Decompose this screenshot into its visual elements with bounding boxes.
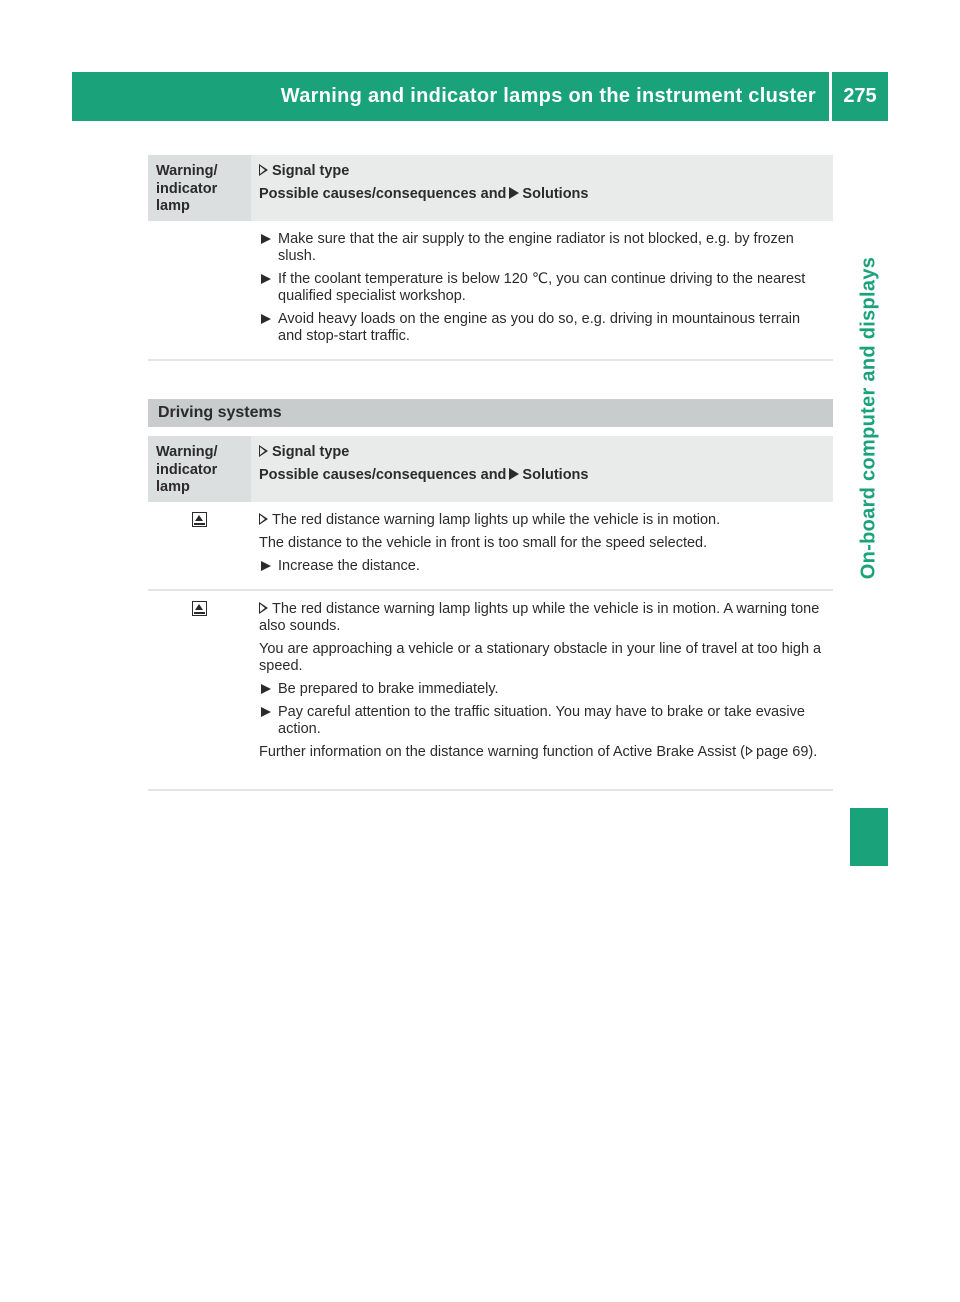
signal-type-heading [259, 444, 825, 461]
solutions-arrow-icon [509, 468, 519, 480]
signal-description: The red distance warning lamp lights up while the vehicle is in motion. [259, 512, 825, 529]
causes-label: Possible causes/consequences and [259, 467, 507, 483]
section-heading: Driving systems [148, 399, 833, 427]
row-text [251, 221, 833, 359]
signal-type-icon [259, 602, 268, 614]
causes-label: Possible causes/consequences and [259, 186, 507, 202]
signal-type-label: Signal type [272, 163, 350, 179]
signal-column-header [251, 155, 833, 221]
lamp-cell [148, 221, 251, 359]
signal-column-header [251, 436, 833, 502]
distance-warning-lamp-icon [192, 512, 207, 527]
step-item: Pay careful attention to the traffic situation. You may have to brake or take evasive action. [259, 704, 825, 738]
lamp-column-header: Warning/ indicator lamp [148, 436, 251, 502]
step-arrow-icon [261, 274, 271, 284]
table-row [148, 591, 833, 791]
signal-type-label: Signal type [272, 444, 350, 460]
solutions-label: Solutions [522, 467, 589, 483]
step-arrow-icon [261, 684, 271, 694]
step-arrow-icon [261, 234, 271, 244]
table-header [148, 155, 833, 221]
signal-type-icon [259, 164, 268, 176]
step-item: Avoid heavy loads on the engine as you do so, e.g. driving in mountainous terrain and stop-start traffic. [259, 311, 825, 345]
causes-heading [259, 467, 825, 484]
row-text [251, 502, 833, 589]
step-arrow-icon [261, 707, 271, 717]
lamp-cell [148, 502, 251, 589]
solutions-arrow-icon [509, 187, 519, 199]
cause-description: The distance to the vehicle in front is too small for the speed selected. [259, 535, 708, 551]
step-item: Make sure that the air supply to the engine radiator is not blocked, e.g. by frozen slush. [259, 231, 825, 265]
table-row [148, 221, 833, 361]
signal-type-heading [259, 163, 825, 180]
distance-warning-lamp-icon [192, 601, 207, 616]
page-number: 275 [843, 85, 877, 107]
row-text [251, 591, 833, 789]
step-item: If the coolant temperature is below 120 ℃, you can continue driving to the nearest qualified specialist workshop. [259, 271, 825, 305]
causes-heading [259, 186, 825, 203]
lamp-cell [148, 591, 251, 789]
solutions-label: Solutions [522, 186, 589, 202]
page-header [72, 72, 888, 121]
page-reference-link[interactable]: page 69 [756, 744, 809, 760]
signal-type-icon [259, 445, 268, 457]
page-content [148, 155, 833, 791]
further-information-note: Further information on the distance warning function of Active Brake Assist ( page 69). [259, 744, 818, 760]
lamp-column-header: Warning/ indicator lamp [148, 155, 251, 221]
page-reference-icon [746, 746, 753, 756]
step-arrow-icon [261, 561, 271, 571]
step-item: Increase the distance. [259, 558, 825, 575]
table-header [148, 436, 833, 502]
cause-description: You are approaching a vehicle or a stationary obstacle in your line of travel at too high a speed. [259, 641, 822, 674]
side-tab-marker [850, 808, 888, 866]
chapter-title: Warning and indicator lamps on the instrument cluster [280, 85, 816, 107]
signal-description: The red distance warning lamp lights up while the vehicle is in motion. A warning tone also sounds. [259, 601, 820, 634]
step-arrow-icon [261, 314, 271, 324]
table-row [148, 502, 833, 591]
signal-type-icon [259, 513, 268, 525]
side-tab-label: On-board computer and displays [857, 256, 880, 580]
step-item: Be prepared to brake immediately. [259, 681, 825, 698]
